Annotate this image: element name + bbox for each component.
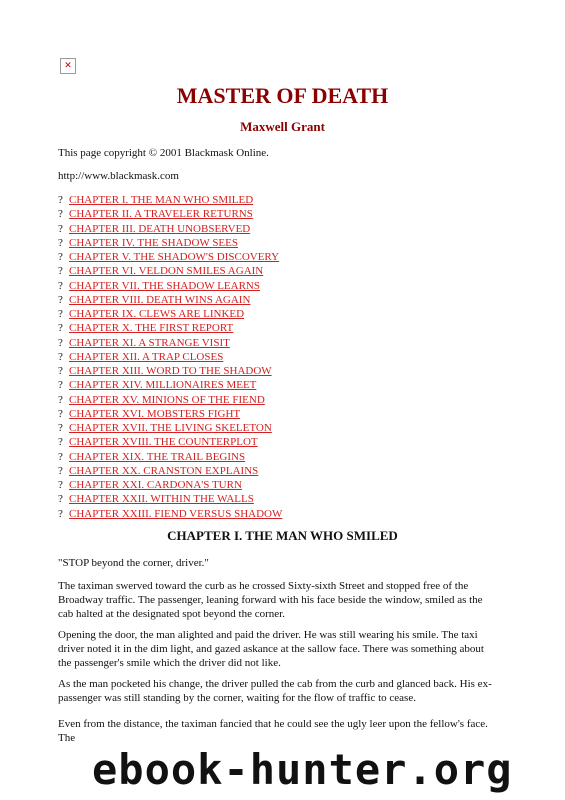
book-title: MASTER OF DEATH [176,83,389,108]
chapter-paragraph: "STOP beyond the corner, driver." [58,557,209,569]
toc-chapter-link[interactable]: CHAPTER XXI. CARDONA'S TURN [69,479,242,491]
broken-image-x-icon: ✕ [64,60,72,71]
toc-item [58,264,282,278]
toc-item [58,207,282,221]
site-url: http://www.blackmask.com [58,170,179,182]
toc-item [58,336,282,350]
toc-item [58,435,282,449]
toc-chapter-link[interactable]: CHAPTER XII. A TRAP CLOSES [69,350,224,363]
toc-bullet-icon: ? [58,308,63,320]
toc-bullet-icon: ? [58,222,63,235]
toc-chapter-link[interactable]: CHAPTER V. THE SHADOW'S DISCOVERY [69,251,280,263]
toc-item [58,236,282,250]
toc-chapter-link[interactable]: CHAPTER XIII. WORD TO THE SHADOW [69,365,272,377]
toc-item [58,421,282,435]
toc-chapter-link[interactable]: CHAPTER VII. THE SHADOW LEARNS [69,279,260,292]
toc-item [58,307,282,321]
chapter-heading: CHAPTER I. THE MAN WHO SMILED [167,528,398,543]
toc-chapter-link[interactable]: CHAPTER VI. VELDON SMILES AGAIN [69,265,264,278]
toc-bullet-icon: ? [58,350,63,363]
toc-bullet-icon: ? [58,493,63,506]
toc-bullet-icon: ? [58,365,63,377]
toc-chapter-link[interactable]: CHAPTER XIV. MILLIONAIRES MEET [69,379,257,392]
toc-bullet-icon: ? [58,265,63,278]
book-author: Maxwell Grant [240,119,325,134]
toc-item [58,222,282,236]
chapter-paragraph: As the man pocketed his change, the driver pulled the cab from the curb and glanced back. His ex-passenger was still standing by the corner, waiting for the flow of traffic to cease. [58,678,492,704]
toc-chapter-link[interactable]: CHAPTER XI. A STRANGE VISIT [69,336,230,349]
toc-chapter-link[interactable]: CHAPTER IV. THE SHADOW SEES [69,236,238,249]
toc-bullet-icon: ? [58,251,63,263]
chapter-paragraph: Even from the distance, the taximan fancied that he could see the ugly leer upon the fellow's face. The [58,718,488,744]
toc-chapter-link[interactable]: CHAPTER X. THE FIRST REPORT [69,322,234,335]
toc-item [58,364,282,378]
toc-bullet-icon: ? [58,407,63,420]
toc-item [58,407,282,421]
toc-chapter-link[interactable]: CHAPTER III. DEATH UNOBSERVED [69,222,251,235]
toc-bullet-icon: ? [58,236,63,249]
toc-item [58,279,282,293]
toc-item [58,193,282,207]
toc-bullet-icon: ? [58,194,63,206]
toc-item [58,393,282,407]
toc-item [58,478,282,492]
broken-image-icon [60,58,76,74]
toc-bullet-icon: ? [58,208,63,221]
toc-chapter-link[interactable]: CHAPTER I. THE MAN WHO SMILED [69,194,254,206]
toc-bullet-icon: ? [58,436,63,449]
table-of-contents [58,193,282,521]
toc-bullet-icon: ? [58,507,63,520]
toc-item [58,250,282,264]
toc-chapter-link[interactable]: CHAPTER XXIII. FIEND VERSUS SHADOW [69,507,283,520]
toc-bullet-icon: ? [58,322,63,335]
toc-chapter-link[interactable]: CHAPTER XX. CRANSTON EXPLAINS [69,464,259,477]
copyright-notice: This page copyright © 2001 Blackmask Online. [58,147,269,159]
toc-item [58,321,282,335]
toc-bullet-icon: ? [58,393,63,406]
toc-item [58,350,282,364]
toc-chapter-link[interactable]: CHAPTER VIII. DEATH WINS AGAIN [69,293,251,306]
toc-chapter-link[interactable]: CHAPTER XIX. THE TRAIL BEGINS [69,450,246,463]
toc-bullet-icon: ? [58,479,63,491]
toc-bullet-icon: ? [58,293,63,306]
watermark-banner: ebook-hunter.org [88,742,517,798]
toc-chapter-link[interactable]: CHAPTER XV. MINIONS OF THE FIEND [69,393,265,406]
toc-chapter-link[interactable]: CHAPTER XVII. THE LIVING SKELETON [69,422,272,434]
toc-item [58,378,282,392]
toc-item [58,464,282,478]
toc-item [58,293,282,307]
toc-bullet-icon: ? [58,422,63,434]
toc-item [58,492,282,506]
toc-bullet-icon: ? [58,450,63,463]
toc-chapter-link[interactable]: CHAPTER XXII. WITHIN THE WALLS [69,493,254,506]
toc-chapter-link[interactable]: CHAPTER IX. CLEWS ARE LINKED [69,308,245,320]
toc-item [58,450,282,464]
toc-bullet-icon: ? [58,279,63,292]
chapter-paragraph: The taximan swerved toward the curb as he crossed Sixty-sixth Street and stopped free of the Broadway traffic. The passenger, leaning forward with his face beside the window, smiled as the cab halted at the designated spot beyond the corner. [58,580,483,620]
toc-item [58,507,282,521]
toc-bullet-icon: ? [58,464,63,477]
toc-chapter-link[interactable]: CHAPTER XVI. MOBSTERS FIGHT [69,407,241,420]
chapter-paragraph: Opening the door, the man alighted and paid the driver. He was still wearing his smile. The taxi driver noted it in the dim light, and gazed askance at the sallow face. There was something about the passenger's smile which the driver did not like. [58,629,484,669]
toc-chapter-link[interactable]: CHAPTER XVIII. THE COUNTERPLOT [69,436,258,449]
toc-bullet-icon: ? [58,379,63,392]
toc-bullet-icon: ? [58,336,63,349]
toc-chapter-link[interactable]: CHAPTER II. A TRAVELER RETURNS [69,208,253,221]
